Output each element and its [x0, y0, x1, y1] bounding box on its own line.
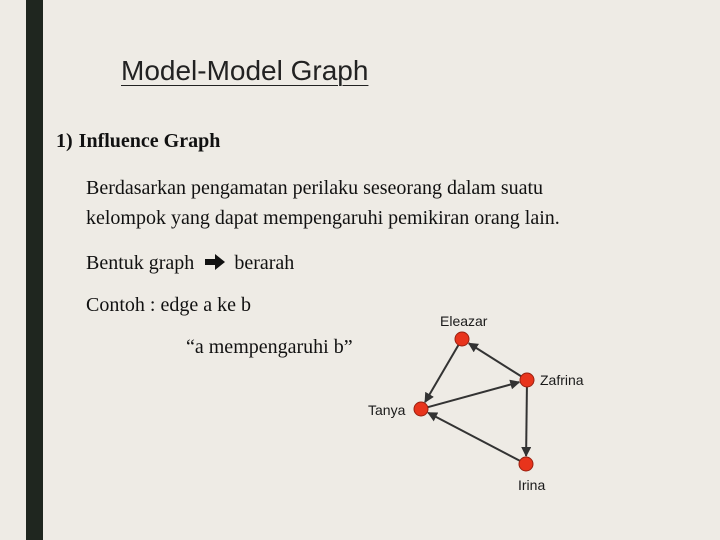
edge-eleazar-to-tanya [425, 345, 458, 402]
node-label-tanya: Tanya [368, 402, 406, 418]
description-paragraph [86, 173, 560, 233]
edge-zafrina-to-eleazar [469, 343, 521, 376]
edge-zafrina-to-irina [526, 387, 527, 456]
description-line-2: kelompok yang dapat mempengaruhi pemikiran orang lain. [86, 207, 560, 229]
node-zafrina [520, 373, 534, 387]
section-heading [56, 130, 220, 153]
example-quote: “a mempengaruhi b” [186, 336, 353, 358]
node-eleazar [455, 332, 469, 346]
graph-form-line [86, 248, 294, 280]
node-label-zafrina: Zafrina [540, 372, 584, 388]
slide-title: Model-Model Graph [121, 55, 369, 86]
left-accent-bar [26, 0, 43, 540]
description-line-1: Berdasarkan pengamatan perilaku seseorang dalam suatu [86, 177, 544, 199]
node-tanya [414, 402, 428, 416]
influence-graph-diagram [350, 305, 600, 505]
node-label-irina: Irina [518, 477, 546, 493]
right-arrow-icon [204, 250, 226, 280]
example-line: Contoh : edge a ke b [86, 294, 251, 316]
node-irina [519, 457, 533, 471]
graph-form-value: berarah [234, 252, 295, 274]
graph-form-label: Bentuk graph [86, 252, 195, 274]
node-label-eleazar: Eleazar [440, 313, 488, 329]
section-heading-text: Influence Graph [78, 130, 221, 152]
edge-tanya-to-zafrina [428, 382, 520, 407]
section-number: 1) [56, 130, 73, 152]
edge-irina-to-tanya [428, 413, 520, 461]
